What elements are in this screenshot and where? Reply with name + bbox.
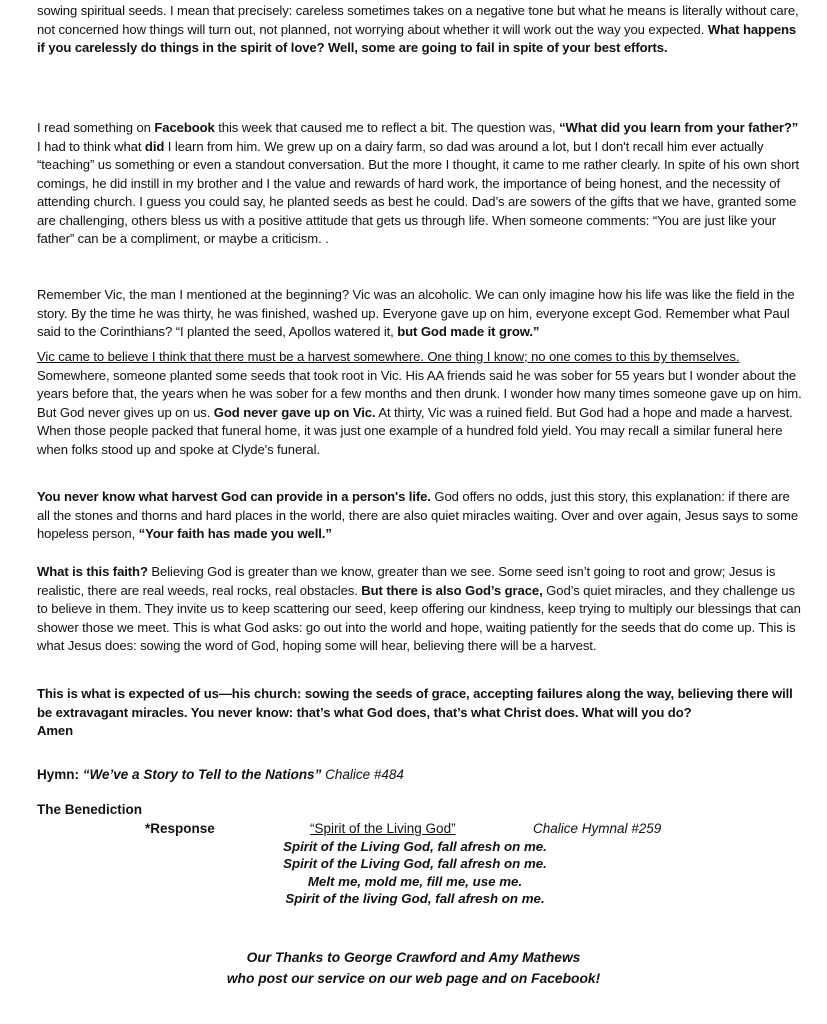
lyric-line: Spirit of the Living God, fall afresh on me. [283,839,547,854]
bold-text-run: What happens if you carelessly do things in the spirit of love? Well, some are going to fail in spite of your best efforts. [37,21,797,55]
sermon-paragraph-4 [37,348,805,459]
sermon-paragraph-5 [37,488,805,544]
text-run: God’s quiet miracles, and they challenge us to believe in them. They invite us to keep scattering our seed, keep offering our kindness, keep trying to multiply our blessings that can shower those we meet. This is what God asks: go out into the world and hope, waiting patiently for the seeds that do come up. This is what Jesus does: sowing the word of God, hoping some will hear, believing there will be a harvest. [37,582,801,653]
lyric-line: Spirit of the living God, fall afresh on me. [285,890,545,906]
text-run: Somewhere, someone planted some seeds that took root in Vic. His AA friends said he was sober for 55 years but I wonder about the years before that, the years when he was sober for a few months and then drunk. I wonder how many times someone gave up on him. But God never gives up on us. [37,367,802,420]
sermon-paragraph-1 [37,2,805,58]
bold-text-run: did [144,138,165,154]
text-run: sowing spiritual seeds. I mean that precisely: careless sometimes takes on a negative tone but what he means is literally without care, not concerned how things will turn out, not planned, not worrying about whether it will work out the way you expected. [37,3,799,37]
text-run: Believing God is greater than we know, greater than we see. Some seed isn’t going to root and grow; Jesus is realistic, there are real weeds, real rocks, real obstacles. [37,564,776,598]
bold-text-run: “What did you learn from your father?” [559,120,799,135]
thanks-line-2: who post our service on our web page and on Facebook! [226,970,601,986]
sermon-closing-paragraph [37,685,805,741]
bold-text-run: You never know what harvest God can provide in a person's life. [37,489,431,504]
underlined-text-run: Vic came to believe I think that there must be a harvest somewhere. One thing I know; no one comes to this by themselves. [37,349,740,364]
bold-text-run: “Your faith has made you well.” [138,526,332,541]
response-source: Chalice Hymnal #259 [533,821,662,836]
response-label: *Response [145,821,215,836]
hymn-title: “We’ve a Story to Tell to the Nations” [82,767,322,782]
bold-text-run: This is what is expected of us—his church: sowing the seeds of grace, accepting failures along the way, believing there will be extravagant miracles. You never know: that’s what God does, that’s what Christ does. What will you do? [37,686,793,720]
bold-text-run: but God made it grow.” [397,324,540,339]
sermon-paragraph-3 [37,286,805,342]
bold-text-run: Amen [37,723,73,738]
bold-text-run: Facebook [154,120,215,135]
bold-text-run: God never gave up on Vic. [213,404,376,420]
hymn-line [37,766,404,784]
hymn-label: Hymn: [37,767,80,782]
benediction-heading: The Benediction [37,802,143,817]
text-run: God offers no odds, just this story, this explanation: if there are all the stones and thorns and hard places in the world, there are also quiet miracles waiting. Over and over again, Jesus says to some hopeless person, [37,489,799,541]
bold-text-run: What is this faith? [37,564,148,579]
lyric-line: Spirit of the Living God, fall afresh on me. [283,856,547,872]
text-run: I read something on [37,120,155,135]
text-run: I learn from him. We grew up on a dairy farm, so dad was around a lot, but I don't recall him ever actually “teaching” us something or even a standout conversation. But the more I thought, it came to me rather clearly. In spite of his own short comings, he did instill in my brother and I the value and rewards of hard work, the importance of being honest, and the necessity of attending church. I guess you could say, he planted seeds as best he could. Dad’s are sowers of the gifts that we have, granted some are challenging, others bless us with a positive attitude that gets us through life. When someone comments: “You are just like your father” can be a compliment, or maybe a criticism. . [37,138,800,246]
response-title: “Spirit of the Living God” [310,821,456,836]
thanks-note [0,948,827,989]
text-run: this week that caused me to reflect a bit. The question was, [214,120,560,135]
response-lyrics [220,838,610,907]
text-run: At thirty, Vic was a ruined field. But God had a hope and made a harvest. When those people packed that funeral home, it was just one example of a hundred fold yield. You may recall a similar funeral here when folks stood up and spoke at Clyde's funeral. [37,404,793,457]
text-run: I had to think what [37,138,145,154]
thanks-line-1: Our Thanks to George Crawford and Amy Mathews [246,950,581,965]
hymn-number: Chalice #484 [325,767,404,782]
lyric-line: Melt me, mold me, fill me, use me. [307,873,523,889]
bold-text-run: But there is also God’s grace, [361,582,543,598]
sermon-paragraph-6 [37,563,805,656]
sermon-paragraph-2 [37,119,805,249]
text-run: Remember Vic, the man I mentioned at the beginning? Vic was an alcoholic. We can only imagine how his life was like the field in the story. By the time he was thirty, he was finished, washed up. Everyone gave up on him, everyone except God. Remember what Paul said to the Corinthians? “I planted the seed, Apollos watered it, [37,287,795,339]
